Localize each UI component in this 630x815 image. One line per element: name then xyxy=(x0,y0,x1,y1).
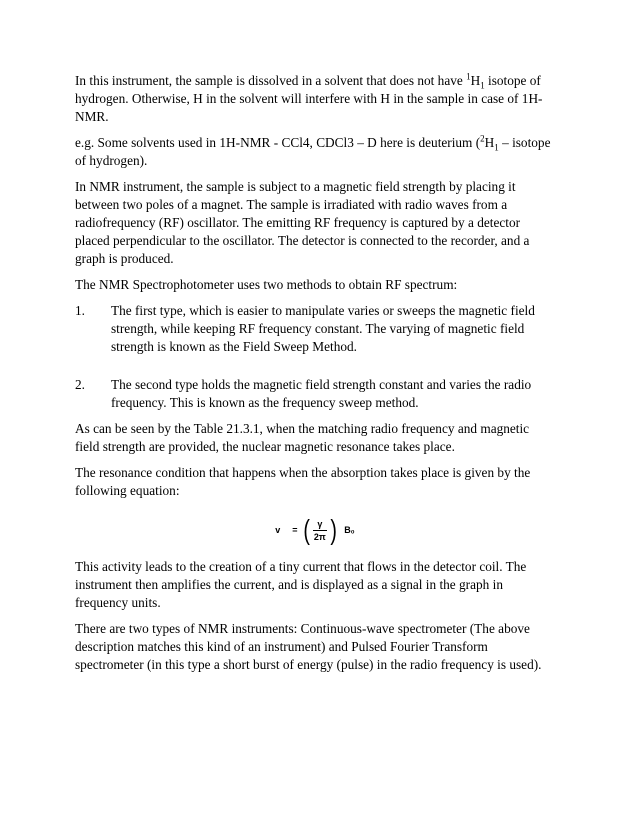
equation-denominator: 2π xyxy=(313,531,326,542)
paragraph-solvent-examples: e.g. Some solvents used in 1H-NMR - CCl4, CDCl3 – D here is deuterium ($^2H_1$ – isotope of hydrogen). xyxy=(75,133,551,168)
paragraph-resonance-condition: The resonance condition that happens when the absorption takes place is given by the following equation: xyxy=(75,465,531,498)
list-number: 1. xyxy=(75,303,85,318)
equation-numerator: γ xyxy=(317,518,323,529)
paragraph-current: This activity leads to the creation of a tiny current that flows in the detector coil. The instrument then amplifies the current, and is displayed as a signal in the graph in frequency units. xyxy=(75,559,527,610)
equation-close-paren: ) xyxy=(330,514,337,545)
list-text: The first type, which is easier to manipulate varies or sweeps the magnetic field strength, while keeping RF frequency constant. The varying of magnetic field strength is known as the Field Sweep Method. xyxy=(111,303,535,354)
resonance-equation xyxy=(75,508,555,552)
paragraph-instrument-types: There are two types of NMR instruments: Continuous-wave spectrometer (The above description matches this kind of an instrument) and Pulsed Fourier Transform spectrometer (in this type a short burst of energy (pulse) in the radio frequency is used). xyxy=(75,621,542,672)
equation-fraction xyxy=(313,519,327,542)
equation-rhs: B₀ xyxy=(344,525,355,535)
paragraph-instrument: In NMR instrument, the sample is subject to a magnetic field strength by placing it between two poles of a magnet. The sample is irradiated with radio waves from a radiofrequency (RF) oscillator. The emitting RF frequency is captured by a detector placed perpendicular to the oscillator. The detector is connected to the recorder, and a graph is produced. xyxy=(75,179,530,266)
list-text: The second type holds the magnetic field strength constant and varies the radio frequency. This is known as the frequency sweep method. xyxy=(111,377,532,410)
paragraph-solvent: In this instrument, the sample is dissolved in a solvent that does not have $^1H_1$ isotope of hydrogen. Otherwise, H in the solvent will interfere with H in the sample in case of 1H-NMR. xyxy=(75,71,543,124)
equation-open-paren: ( xyxy=(302,514,310,545)
paragraph-table-reference: As can be seen by the Table 21.3.1, when the matching radio frequency and magnetic field strength are provided, the nuclear magnetic resonance takes place. xyxy=(75,421,530,454)
equation-lhs: v xyxy=(275,525,281,535)
paragraph-methods-intro: The NMR Spectrophotometer uses two methods to obtain RF spectrum: xyxy=(75,277,458,292)
list-number: 2. xyxy=(75,377,85,392)
list-item-2 xyxy=(75,376,555,412)
list-item-1 xyxy=(75,302,555,356)
equation-equals: = xyxy=(292,525,298,535)
